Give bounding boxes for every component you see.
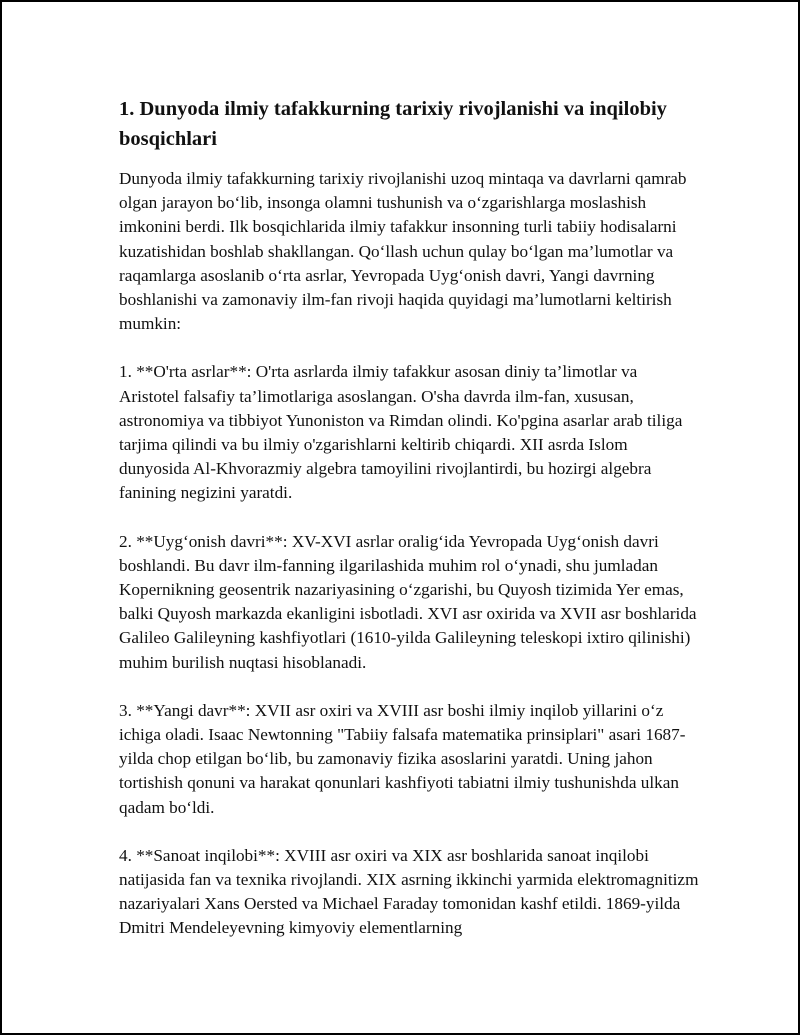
paragraph-intro: Dunyoda ilmiy tafakkurning tarixiy rivojlanishi uzoq mintaqa va davrlarni qamrab olgan jarayon bo‘lib, insonga olamni tushunish va o‘zgarishlarga moslashish imkonini berdi. Ilk bosqichlarida ilmiy tafakkur insonning turli tabiiy hodisalarni kuzatishidan boshlab shakllangan. Qo‘llash uchun qulay bo‘lgan ma’lumotlar va raqamlarga asoslanib o‘rta asrlar, Yevropada Uyg‘onish davri, Yangi davrning boshlanishi va zamonaviy ilm-fan rivoji haqida quyidagi ma’lumotlarni keltirish mumkin: xyxy=(119,169,687,334)
paragraph-renaissance: 2. **Uyg‘onish davri**: XV-XVI asrlar oralig‘ida Yevropada Uyg‘onish davri boshlandi. Bu davr ilm-fanning ilgarilashida muhim rol o‘ynadi, shu jumladan Kopernikning geosentrik nazariyasining o‘zgarishi, bu Quyosh tizimida Yer emas, balki Quyosh markazda ekanligini isbotladi. XVI asr oxirida va XVII asr boshlarida Galileo Galileyning kashfiyotlari (1610-yilda Galileyning teleskopi ixtiro qilinishi) muhim burilish nuqtasi hisoblanadi. xyxy=(119,531,697,672)
paragraph-new-era: 3. **Yangi davr**: XVII asr oxiri va XVIII asr boshi ilmiy inqilob yillarini o‘z ichiga oladi. Isaac Newtonning "Tabiiy falsafa matematika prinsiplari" asari 1687-yilda chop etilgan bo‘lib, bu zamonaviy fizika asoslarini yaratdi. Uning jahon tortishish qonuni va harakat qonunlari kashfiyoti tabiatni ilmiy tushunishda ulkan qadam bo‘ldi. xyxy=(119,700,686,817)
paragraph-industrial-revolution: 4. **Sanoat inqilobi**: XVIII asr oxiri va XIX asr boshlarida sanoat inqilobi natijasida fan va texnika rivojlandi. XIX asrning ikkinchi yarmida elektromagnitizm nazariyalari Xans Oersted va Michael Faraday tomonidan kashf etildi. 1869-yilda Dmitri Mendeleyevning kimyoviy elementlarning xyxy=(119,845,699,938)
paragraph-middle-ages: 1. **O'rta asrlar**: O'rta asrlarda ilmiy tafakkur asosan diniy ta’limotlar va Aristotel falsafiy ta’limotlariga asoslangan. O'sha davrda ilm-fan, xususan, astronomiya va tibbiyot Yunoniston va Rimdan olindi. Ko'pgina asarlar arab tiliga tarjima qilindi va bu ilmiy o'zgarishlarni keltirib chiqardi. XII asrda Islom dunyosida Al-Khvorazmiy algebra tamoyilini rivojlantirdi, bu hozirgi algebra fanining negizini yaratdi. xyxy=(119,362,683,503)
document-body xyxy=(119,94,699,965)
document-title: 1. Dunyoda ilmiy tafakkurning tarixiy rivojlanishi va inqilobiy bosqichlari xyxy=(119,98,667,150)
